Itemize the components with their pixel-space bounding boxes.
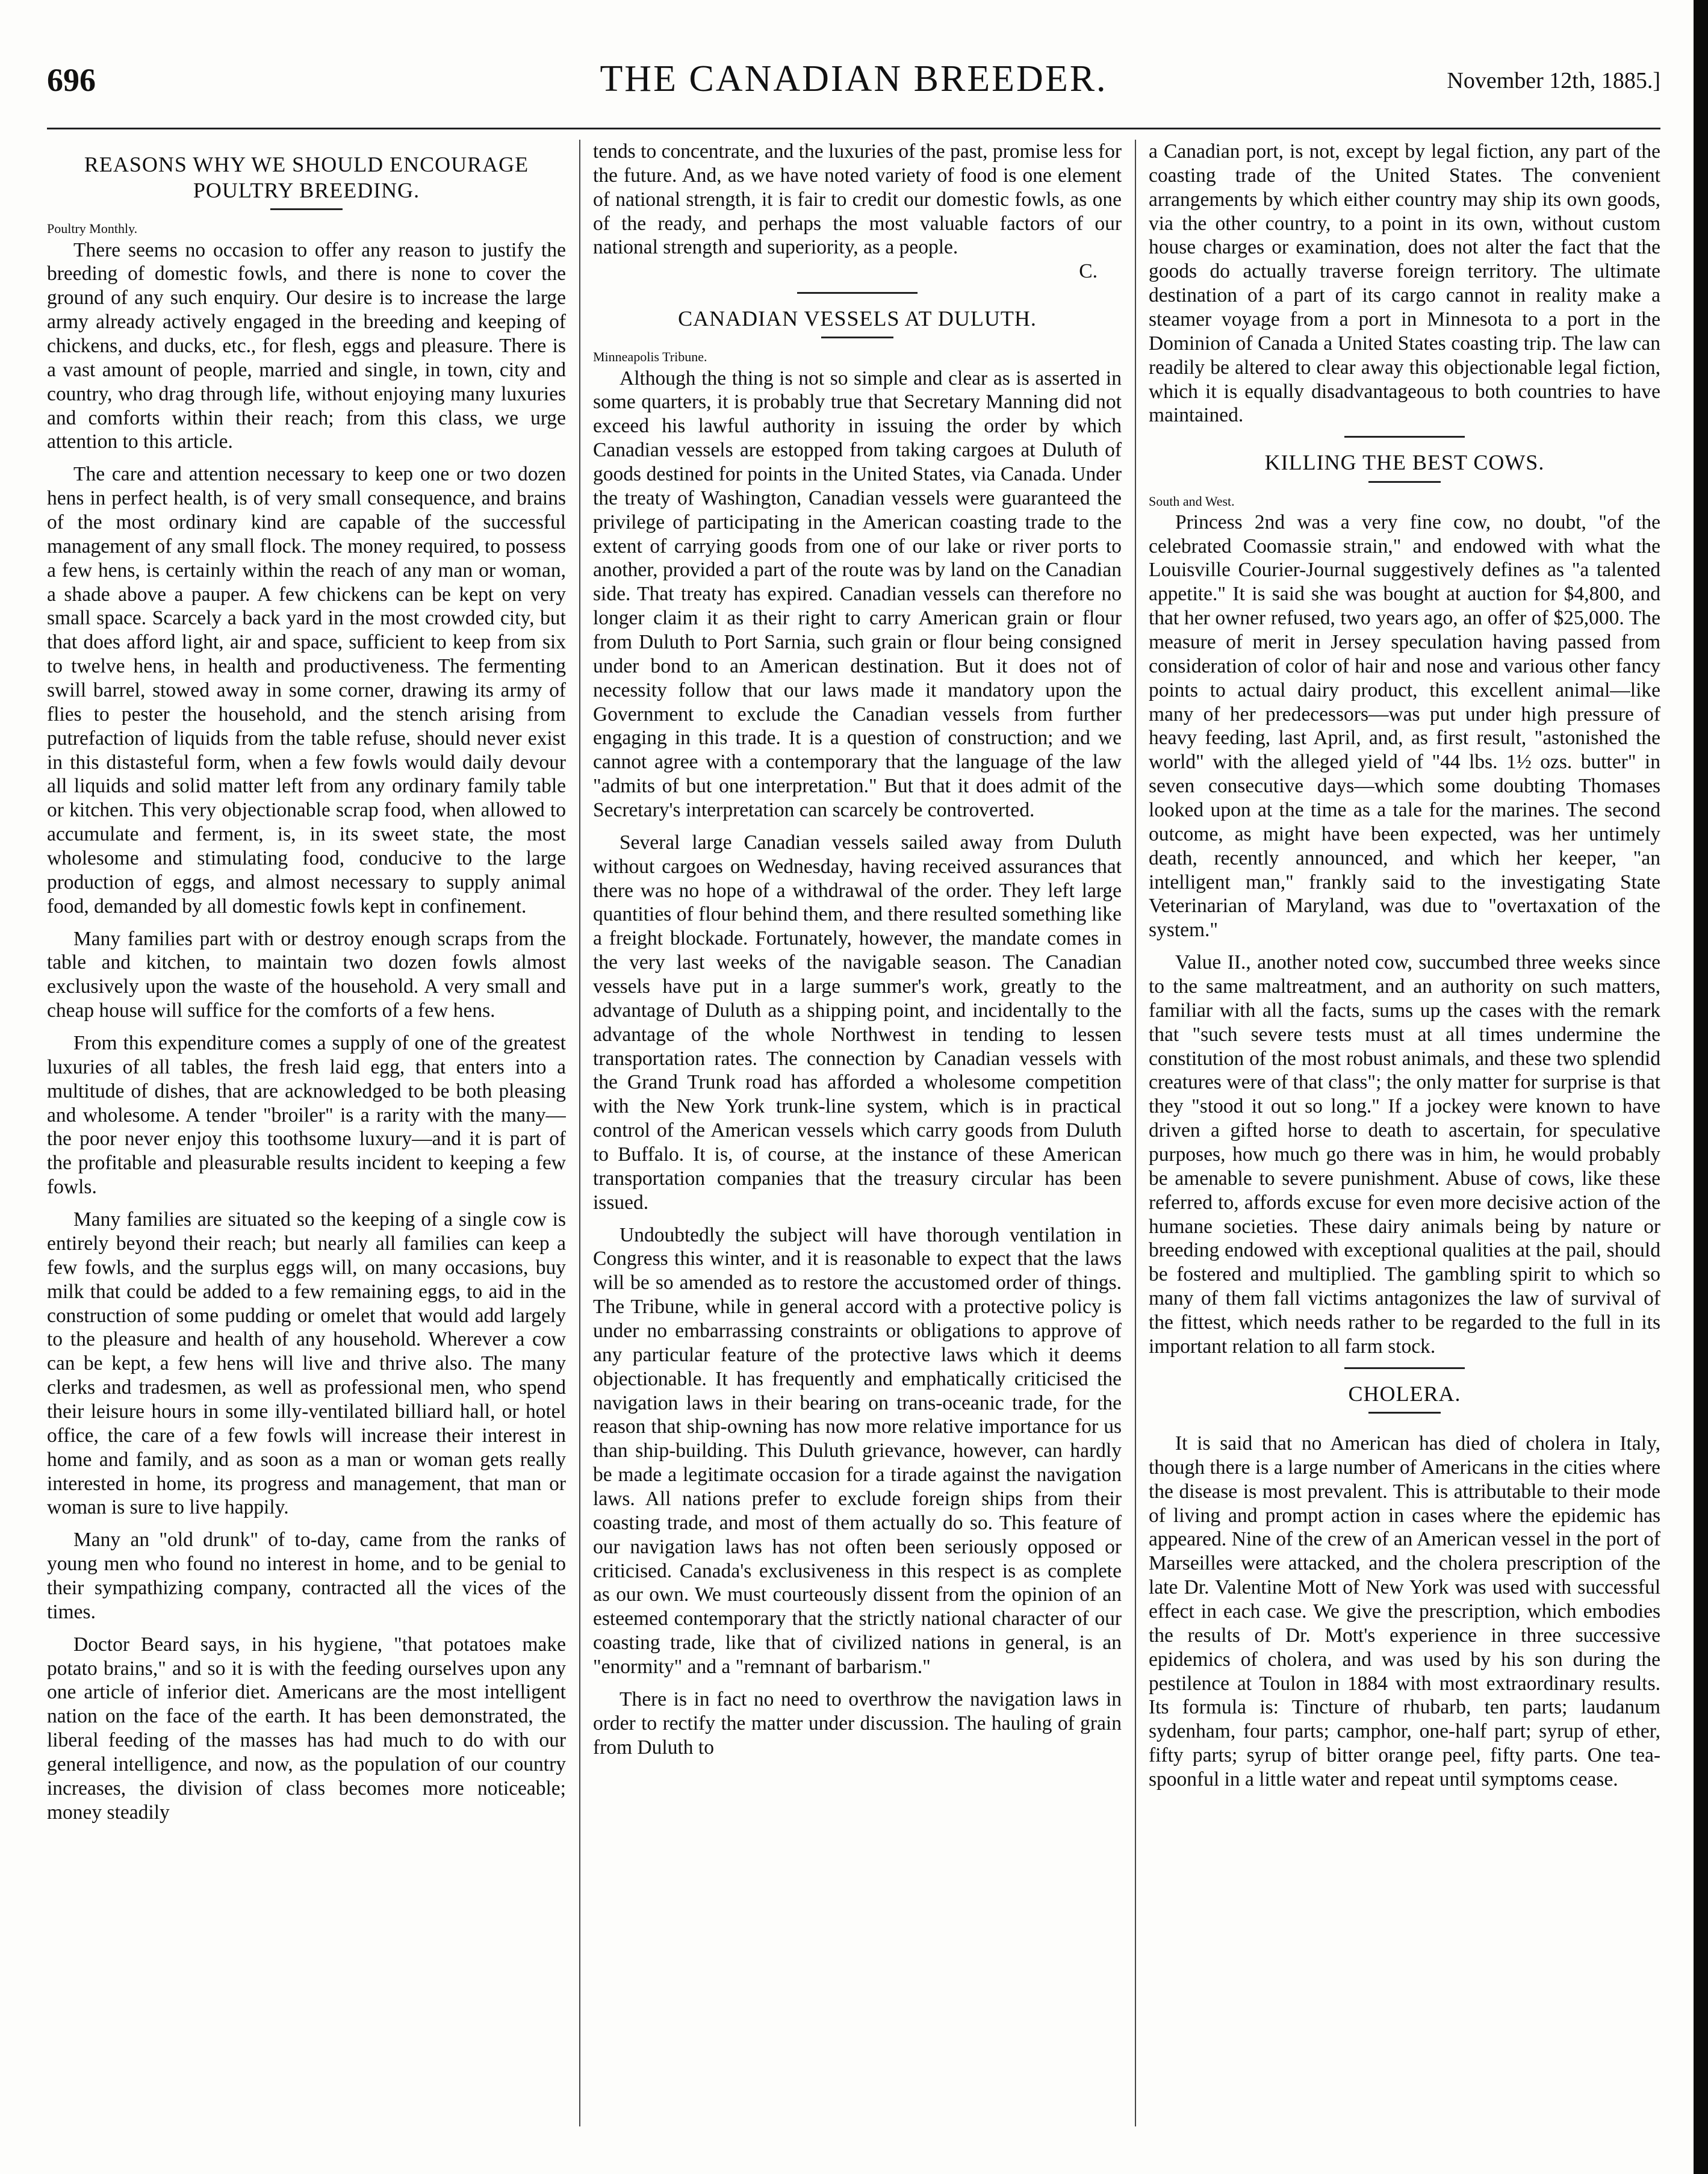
column-2: [593, 140, 1122, 2138]
page-number: 696: [47, 62, 96, 98]
page-edge-bar: [1694, 0, 1708, 2174]
article-paragraph: Many families are situated so the keeping of a single cow is entirely beyond their reach; but nearly all families can keep a few fowls, and the surplus eggs will, on many occasions, buy milk that could be added to a few remaining eggs, to aid in the construction of some pudding or omelet that would add largely to the pleasure and health of any household. Wherever a cow can be kept, a few hens will live and thrive also. The many clerks and tradesmen, as well as professional men, who spend their leisure hours in some illy-ventilated billiard hall, or hotel office, the care of a few fowls will increase their interest in home and family, and as soon as a man or woman gets really interested in home, its progress and management, that man or woman is sure to live happily.: [47, 1208, 566, 1519]
article-divider: [1344, 436, 1465, 438]
headline-rule: [1368, 481, 1441, 483]
article-paragraph: Undoubtedly the subject will have thorough ventilation in Congress this winter, and it is reasonable to expect that the laws will be so amended as to restore the accustomed order of things. The Tribune, while in general accord with a protective policy is under no embarrassing constraints or obligations to approve of any particular feature of the protective laws which it deems objectionable. It has frequently and emphatically criticised the navigation laws in their bearing on trans-oceanic trade, for the reason that ship-owning has now more relative importance for us than ship-building. This Duluth grievance, however, can hardly be made a legitimate occasion for a tirade against the navigation laws. All nations prefer to exclude foreign ships from their coasting trade, and most of them actually do so. This feature of our navigation laws has not often been seriously opposed or criticised. Canada's exclusiveness in this respect is as complete as our own. We must courteously dissent from the opinion of an esteemed contemporary that the strictly national character of our coasting trade, like that of civilized nations in general, is an "enormity" and a "remnant of barbarism.": [593, 1223, 1122, 1679]
column-3: [1149, 140, 1660, 2138]
column-separator: [579, 140, 580, 2126]
article-paragraph: The care and attention necessary to keep one or two dozen hens in perfect health, is of very small consequence, and brains of the most ordinary kind are capable of the successful management of any small flock. The money required, to possess a few hens, is certainly within the reach of any man or woman, a shade above a pauper. A few chickens can be kept on very small space. Scarcely a back yard in the most crowded city, but that does afford light, air and space, sufficient to keep from six to twelve hens, in health and productiveness. The fermenting swill barrel, stowed away in some corner, drawing its army of flies to pester the household, and the stench arising from putrefaction of liquids from the table refuse, should never exist in this distasteful form, when a few fowls would daily devour all liquids and solid matter left from any ordinary family table or kitchen. This very objectionable scrap food, when allowed to accumulate and ferment, is, in its sweet state, the most wholesome and stimulating food, conducive to the large production of eggs, and almost necessary to supply animal food, demanded by all domestic fowls kept in confinement.: [47, 463, 566, 918]
article-paragraph: It is said that no American has died of cholera in Italy, though there is a large number of Americans in the cities where the disease is most prevalent. This is attributable to their mode of living and prompt action in cases where the epidemic has appeared. Nine of the crew of an American vessel in the port of Marseilles were attacked, and the cholera prescription of the late Dr. Valentine Mott of New York was used with successful effect in each case. We give the prescription, which embodies the results of Dr. Mott's experience in three successive epidemics of cholera, and was used by his son during the pestilence at Toulon in 1884 with most extraordinary results. Its formula is: Tincture of rhubarb, ten parts; laudanum sydenham, four parts; camphor, one-half part; syrup of ether, fifty parts; syrup of bitter orange peel, fifty parts. One tea-spoonful in a little water and repeat until symptoms cease.: [1149, 1432, 1660, 1790]
article-paragraph: There is in fact no need to overthrow the navigation laws in order to rectify the matter under discussion. The hauling of grain from Duluth to: [593, 1688, 1122, 1759]
article-headline: CHOLERA.: [1348, 1381, 1461, 1406]
headline-rule: [270, 208, 343, 210]
article-headline: KILLING THE BEST COWS.: [1264, 450, 1545, 475]
issue-date: November 12th, 1885.]: [1447, 68, 1660, 93]
article-paragraph: Many families part with or destroy enough scraps from the table and kitchen, to maintain two dozen fowls almost exclusively upon the waste of the household. A very small and cheap house will suffice for the comforts of a few hens.: [47, 927, 566, 1022]
article-source: South and West.: [1149, 493, 1235, 509]
column-separator: [1135, 140, 1136, 2126]
continued-paragraph: a Canadian port, is not, except by legal fiction, any part of the coasting trade of the United States. The convenient arrangements by which either country may ship its own goods, via the other country, to a point in its own, without custom house charges or examination, does not alter the fact that the goods do actually traverse foreign territory. The ultimate destination of a part of its cargo cannot in reality make a steamer voyage from a port in Minnesota to a port in the Dominion of Canada a United States coasting trip. The law can readily be altered to clear away this objectionable legal fiction, which it is equally disadvantageous to both countries to have maintained.: [1149, 140, 1660, 427]
article-divider: [1344, 1367, 1465, 1369]
article-paragraph: Princess 2nd was a very fine cow, no doubt, "of the celebrated Coomassie strain," and endowed with what the Louisville Courier-Journal suggestively defines as "a talented appetite." It is said she was bought at auction for $4,800, and that her owner refused, two years ago, an offer of $25,000. The measure of merit in Jersey speculation having passed from consideration of color of hair and nose and various other fancy points to actual dairy product, this excellent animal—like many of her predecessors—was put under high pressure of heavy feeding, last April, and, as first result, "astonished the world" with the alleged yield of "44 lbs. 1½ ozs. butter" in seven consecutive days—which some doubting Thomases looked upon at the time as a tale for the marines. The second outcome, as might have been expected, was her untimely death, recently announced, and which her keeper, "an intelligent man," frankly said to the investigating State Veterinarian of Maryland, was due to "overtaxation of the system.": [1149, 511, 1660, 942]
article-paragraph: Doctor Beard says, in his hygiene, "that potatoes make potato brains," and so it is with the feeding ourselves upon any one article of inferior diet. Americans are the most intelligent nation on the face of the earth. It has been demonstrated, the liberal feeding of the masses has had much to do with our general intelligence, and now, as the population of our country increases, the division of class becomes more noticeable; money steadily: [47, 1633, 566, 1824]
article-paragraph: Several large Canadian vessels sailed away from Duluth without cargoes on Wednesday, having received assurances that there was no hope of a withdrawal of the order. They left large quantities of flour behind them, and there resulted something like a freight blockade. Fortunately, however, the mandate comes in the very last weeks of the navigable season. The Canadian vessels have put in a large summer's work, greatly to the advantage of Duluth as a shipping point, and incidentally to the advantage of the whole Northwest in tending to lessen transportation rates. The connection by Canadian vessels with the Grand Trunk road has afforded a wholesome competition with the New York trunk-line system, which is in practical control of the American vessels which carry goods from Duluth to Buffalo. It is, of course, at the instance of these American transportation companies that the treasury circular has been issued.: [593, 831, 1122, 1214]
article-source: Minneapolis Tribune.: [593, 349, 707, 365]
article-divider: [797, 292, 918, 294]
article-paragraph: Although the thing is not so simple and clear as is asserted in some quarters, it is probably true that Secretary Manning did not exceed his lawful authority in issuing the order by which Canadian vessels are estopped from taking cargoes at Duluth of goods destined for points in the United States, via Canada. Under the treaty of Washington, Canadian vessels were guaranteed the privilege of participating in the American coasting trade to the extent of carrying goods from one of our lake or river ports to another, provided a part of the route was by land on the Canadian side. That treaty has expired. Canadian vessels can therefore no longer claim it as their right to carry American grain or flour from Duluth to Port Sarnia, such grain or flour being consigned under bond to an American destination. But it does not of necessity follow that our laws made it mandatory upon the Government to exclude the Canadian vessels from further engaging in this trade. It is a question of construction; and we cannot agree with a contemporary that the language of the law "admits of but one interpretation." But that it does admit of the Secretary's interpretation can scarcely be controverted.: [593, 367, 1122, 821]
masthead: [47, 58, 1660, 112]
column-1: [47, 140, 566, 2138]
article-paragraph: Value II., another noted cow, succumbed three weeks since to the same maltreatment, and an authority on such matters, familiar with all the facts, sums up the cases with the remark that "such severe tests must at all times undermine the constitution of the most robust animals, and these two splendid creatures were of that class"; the only matter for surprise is that they "stood it out so long." If a jockey were known to have driven a gifted horse to death to ascertain, for speculative purposes, how much go there was in him, he would probably be amenable to severe punishment. Abuse of cows, like these referred to, affords excuse for even more decisive action of the humane societies. These dairy animals being by nature or breeding endowed with exceptional qualities at the pail, should be fostered and multiplied. The gambling spirit to which so many of them fall victims antagonizes the law of survival of the fittest, which needs rather to be regarded to the full in its important relation to all farm stock.: [1149, 951, 1660, 1358]
article-paragraph: There seems no occasion to offer any reason to justify the breeding of domestic fowls, and there is none to cover the ground of any such enquiry. Our desire is to increase the large army already actively engaged in the breeding and keeping of chickens, and ducks, etc., for flesh, eggs and pleasure. There is a vast amount of people, married and single, in town, city and country, who drag through life, without enjoying many luxuries and comforts within their reach; from this class, we urge attention to this article.: [47, 238, 566, 453]
continued-paragraph: tends to concentrate, and the luxuries of the past, promise less for the future. And, as we have noted variety of food is one element of national strength, it is fair to credit our domestic fowls, as one of the ready, and perhaps the most valuable factors of our national strength and superiority, as a people.: [593, 140, 1122, 259]
article-paragraph: Many an "old drunk" of to-day, came from the ranks of young men who found no interest in home, and to be genial to their sympathizing company, contracted all the vices of the times.: [47, 1529, 566, 1623]
article-paragraph: From this expenditure comes a supply of one of the greatest luxuries of all tables, the fresh laid egg, that enters into a multitude of dishes, that are acknowledged to be both pleasing and wholesome. A tender "broiler" is a rarity with the many—the poor never enjoy this toothsome luxury—and it is part of the profitable and pleasurable results incident to keeping a few fowls.: [47, 1032, 566, 1199]
newspaper-title: THE CANADIAN BREEDER.: [600, 58, 1108, 99]
article-headline: REASONS WHY WE SHOULD ENCOURAGE POULTRY BREEDING.: [84, 152, 529, 203]
masthead-rule: [47, 128, 1660, 129]
article-source: Poultry Monthly.: [47, 221, 138, 237]
headline-rule: [1368, 1412, 1441, 1414]
article-headline: CANADIAN VESSELS AT DULUTH.: [678, 306, 1037, 331]
article-signature: C.: [1079, 260, 1098, 283]
headline-rule: [821, 337, 893, 338]
